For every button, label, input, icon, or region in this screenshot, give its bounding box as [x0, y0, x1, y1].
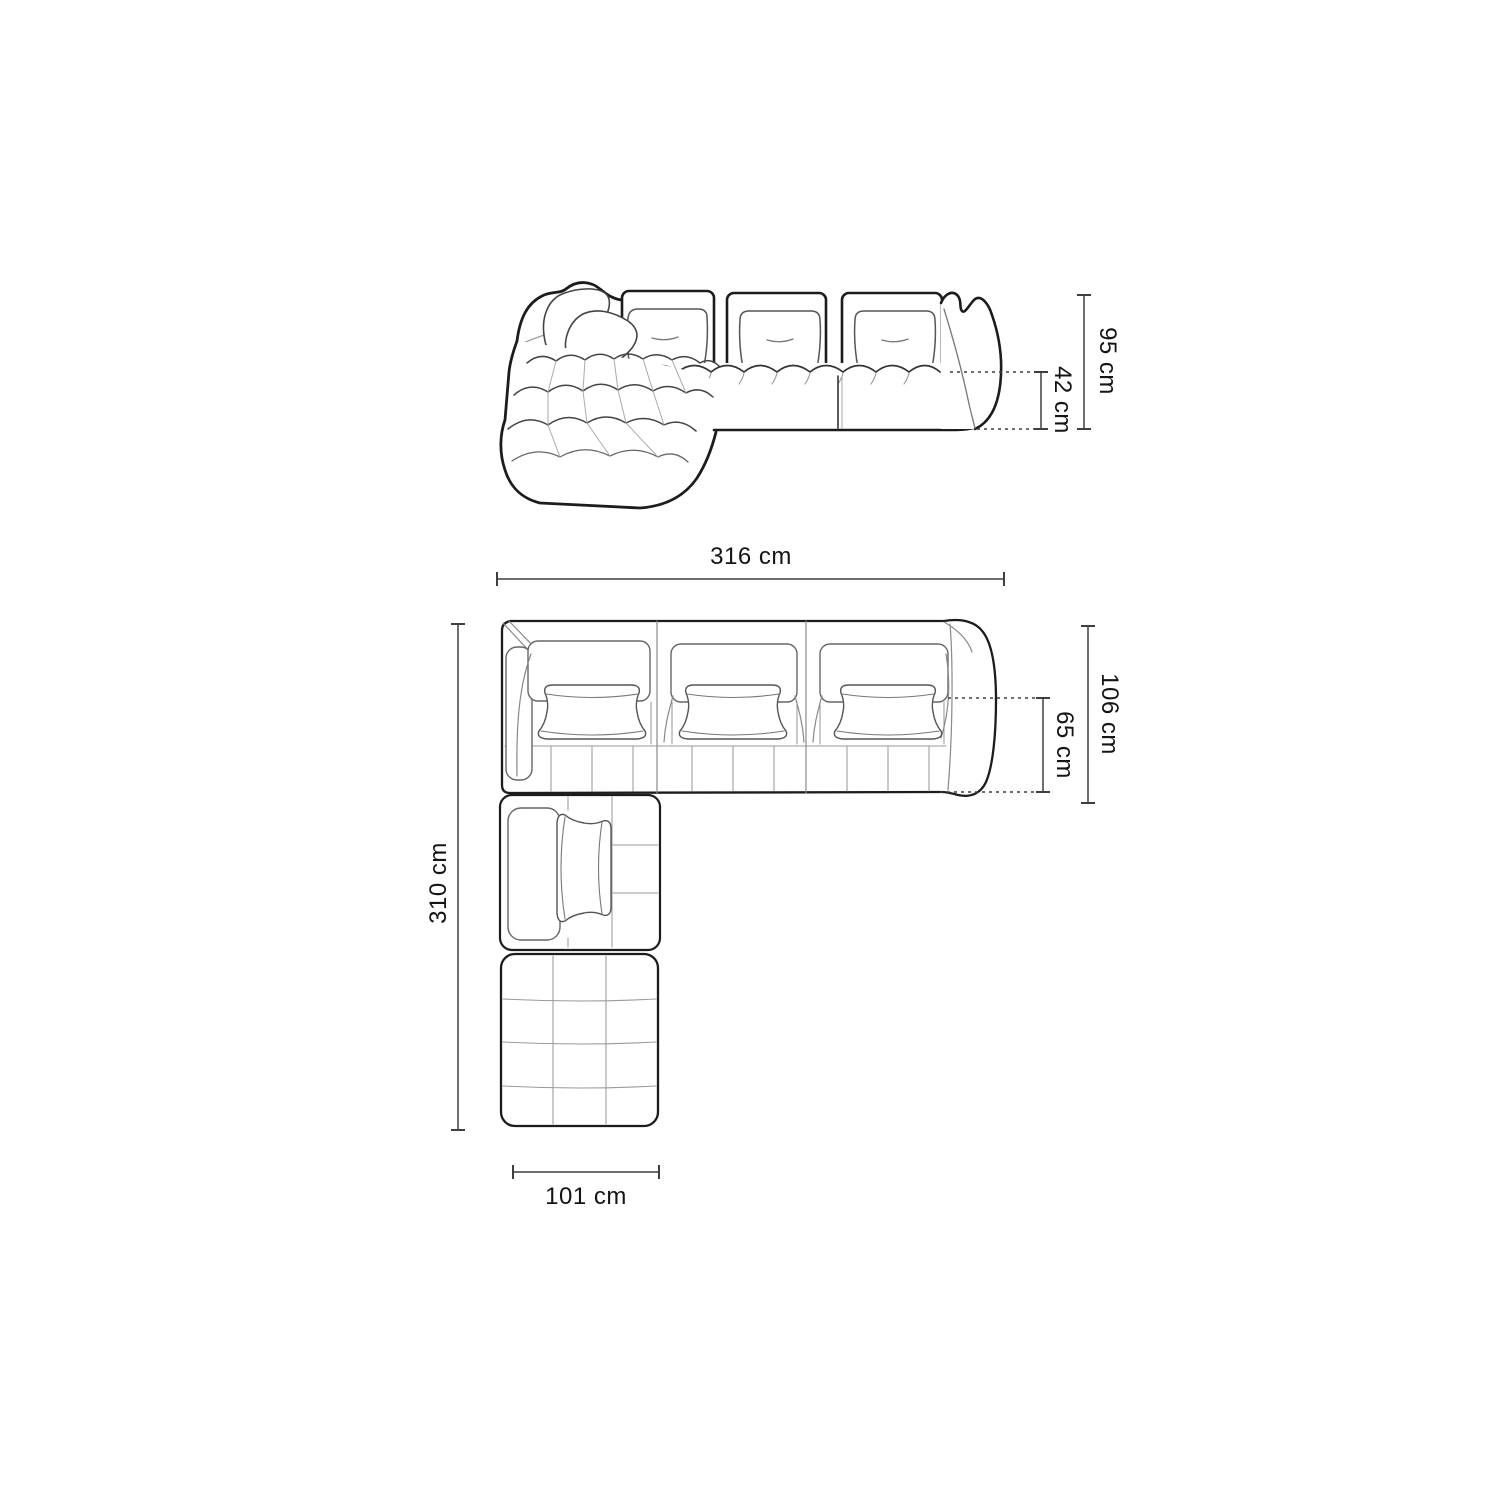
plan-column-back-cushion	[508, 808, 560, 940]
dim-label-total-height: 95 cm	[1094, 327, 1121, 395]
dim-label-right-depth: 106 cm	[1096, 673, 1123, 755]
top-view-drawing	[500, 620, 996, 1126]
dim-line-total-depth	[451, 624, 465, 1130]
dim-label-total-depth: 310 cm	[425, 842, 452, 924]
dim-line-right-depth	[1081, 626, 1095, 803]
dim-label-seat-height: 42 cm	[1049, 366, 1076, 434]
dim-line-total-height	[1077, 295, 1091, 429]
dim-line-chaise-width	[513, 1165, 659, 1179]
plan-lumbar-pillow-1	[538, 685, 645, 739]
dim-label-chaise-width: 101 cm	[545, 1183, 627, 1210]
plan-column-lumbar-pillow	[557, 814, 611, 921]
dim-label-total-width: 316 cm	[710, 543, 792, 570]
dim-line-total-width	[497, 572, 1004, 586]
dim-label-seat-depth: 65 cm	[1051, 711, 1078, 779]
plan-lumbar-pillow-3	[834, 685, 941, 739]
plan-ottoman-outline	[501, 954, 658, 1126]
front-view-drawing	[501, 283, 1001, 508]
plan-lumbar-pillow-2	[679, 685, 786, 739]
